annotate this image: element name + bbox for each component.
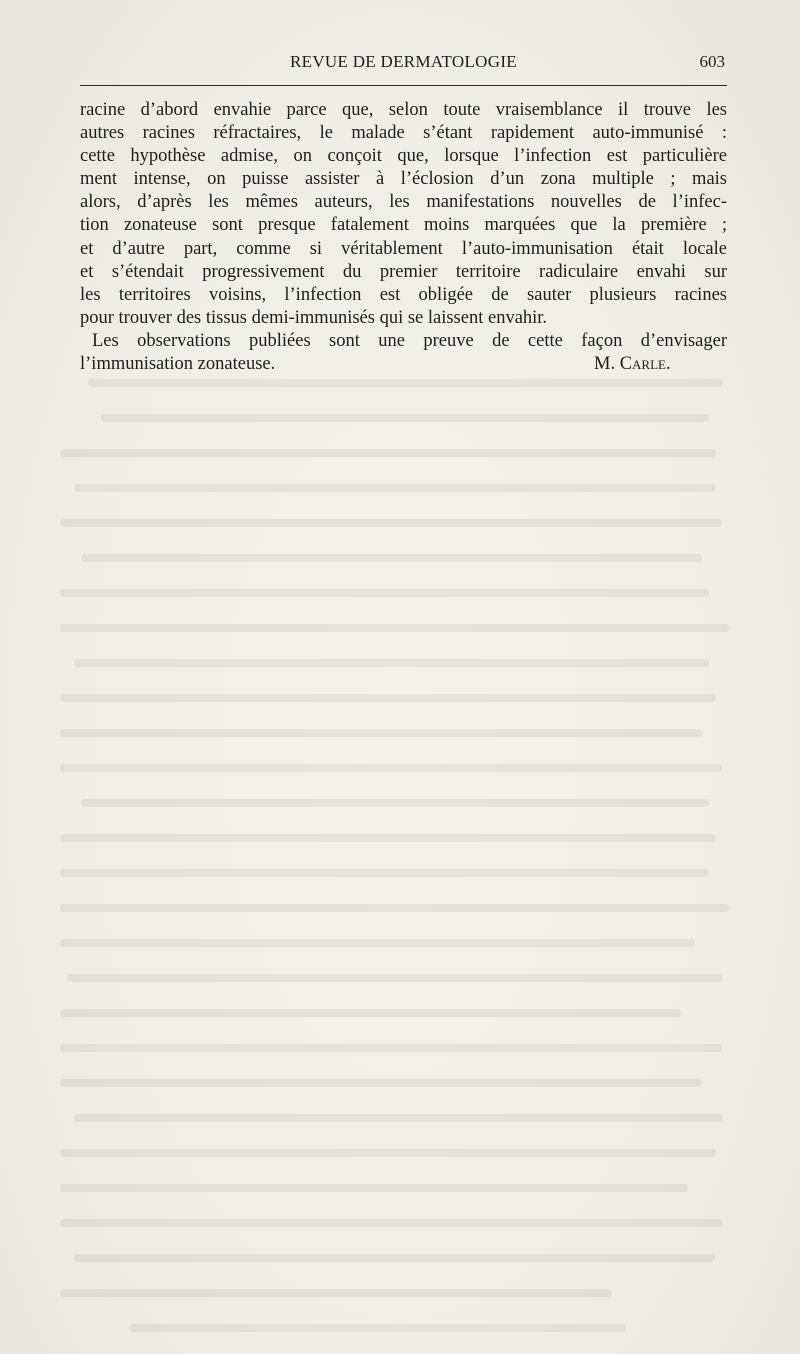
paragraph-2 [80,330,727,376]
closing-line [80,353,727,376]
article-body [80,99,727,376]
signature-initial: M. C [594,354,633,375]
text-line: les territoires voisins, l’infection est obligée de sauter plusieurs racines [80,284,727,305]
header-rule [80,85,727,86]
signature-surname: arle. [632,354,671,375]
text-line: alors, d’après les mêmes auteurs, les manifestations nouvelles de l’infec- [80,192,727,213]
text-line: Les observations publiées sont une preuve de cette façon d’envisager [92,330,727,351]
text-line: tion zonateuse sont presque fatalement moins marquées que la première ; [80,215,727,236]
page-number: 603 [699,52,725,71]
text-line: autres racines réfractaires, le malade s’étant rapidement auto-immunisé : [80,123,727,144]
paragraph-1 [80,99,727,330]
text-line: cette hypothèse admise, on conçoit que, lorsque l’infection est particulière [80,146,727,167]
text-line: racine d’abord envahie parce que, selon toute vraisemblance il trouve les [80,100,727,120]
text-line: ment intense, on puisse assister à l’éclosion d’un zona multiple ; mais [80,169,727,190]
text-line: et s’étendait progressivement du premier territoire radiculaire envahi sur [80,261,727,282]
text-line: pour trouver des tissus demi-immunisés qui se laissent envahir. [80,307,548,328]
author-signature [594,353,671,376]
journal-title: REVUE DE DERMATOLOGIE [290,52,517,71]
running-header [80,52,727,78]
text-line: et d’autre part, comme si véritablement l’auto-immunisation était locale [80,238,727,259]
text-line: l’immunisation zonateuse. [80,354,276,375]
